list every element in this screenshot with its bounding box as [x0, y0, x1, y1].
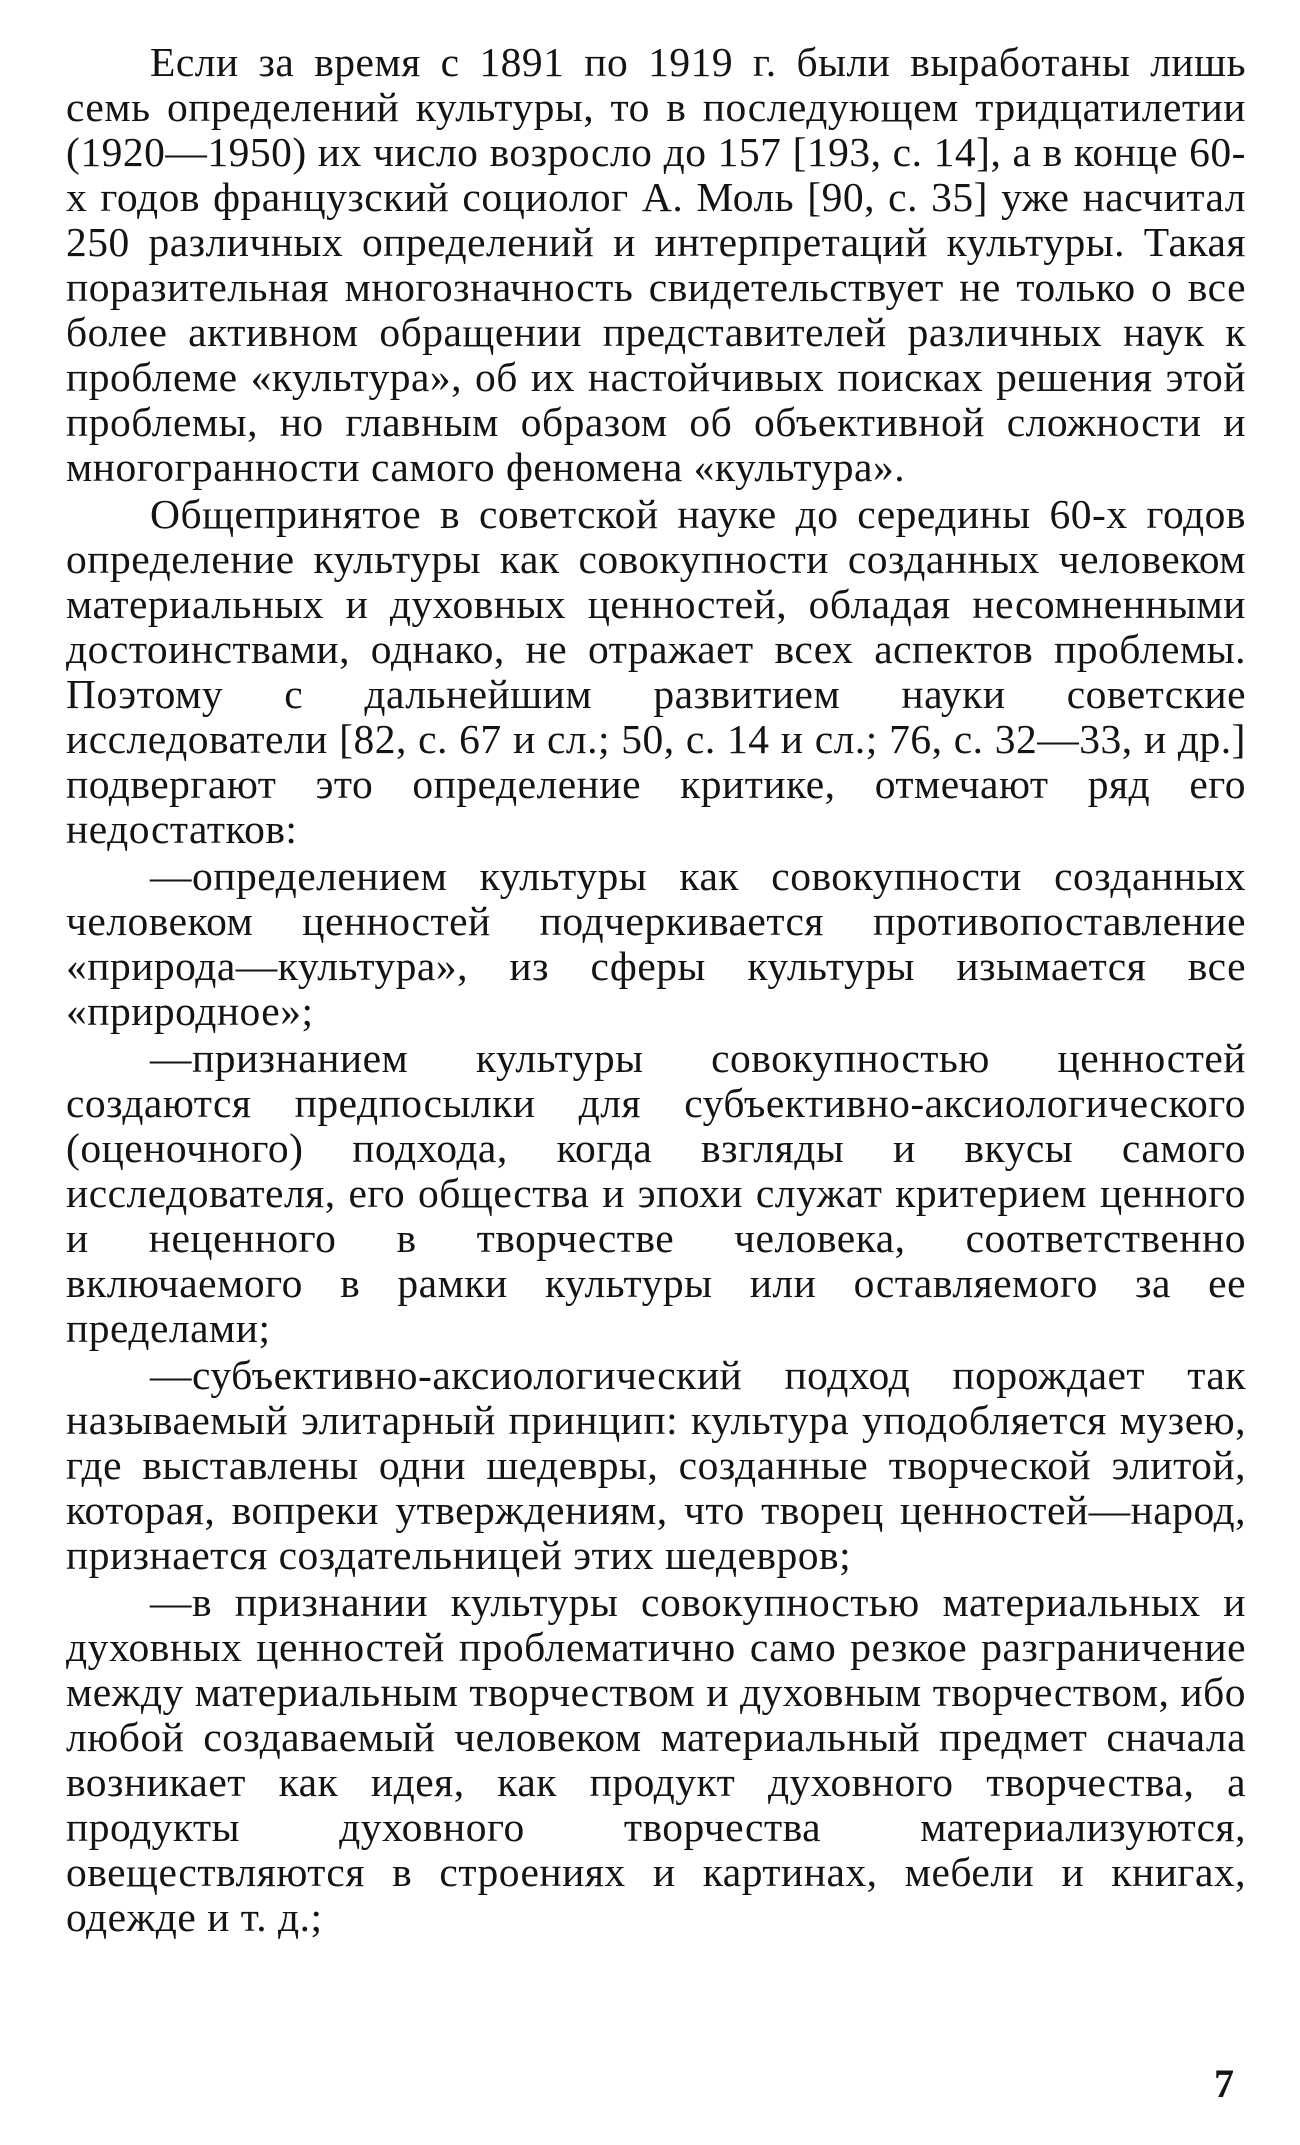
list-item-elitist-principle: —субъективно-аксиологический подход порождает так называемый элитарный принцип: культура уподобляется музею, где выставлены одни шедевры, созданные творческой элитой, которая, вопреки утверждениям, что творец ценностей—народ, признается создательницей этих шедевров;: [66, 1352, 1246, 1578]
list-item-nature-culture: —определением культуры как совокупности созданных человеком ценностей подчеркивается противопоставление «природа—культура», из сферы культуры изымается все «природное»;: [66, 853, 1246, 1034]
list-item-material-spiritual: —в признании культуры совокупностью материальных и духовных ценностей проблематично само резкое разграничение между материальным творчеством и духовным творчеством, ибо любой создаваемый человеком материальный предмет сначала возникает как идея, как продукт духовного творчества, а продукты духовного творчества материализуются, овеществляются в строениях и картинах, мебели и книгах, одежде и т. д.;: [66, 1579, 1246, 1940]
book-page: [66, 40, 1246, 2110]
paragraph-soviet-definition: Общепринятое в советской науке до середины 60-х годов определение культуры как совокупности созданных человеком материальных и духовных ценностей, обладая несомненными достоинствами, однако, не отражает всех аспектов проблемы. Поэтому с дальнейшим развитием науки советские исследователи [82, с. 67 и сл.; 50, с. 14 и сл.; 76, с. 32—33, и др.] подвергают это определение критике, отмечают ряд его недостатков:: [66, 491, 1246, 852]
list-item-axiological-approach: —признанием культуры совокупностью ценностей создаются предпосылки для субъективно-аксиологического (оценочного) подхода, когда взгляды и вкусы самого исследователя, его общества и эпохи служат критерием ценного и неценного в творчестве человека, соответственно включаемого в рамки культуры или оставляемого за ее пределами;: [66, 1035, 1246, 1351]
paragraph-definitions-count: Если за время с 1891 по 1919 г. были выработаны лишь семь определений культуры, то в последующем тридцатилетии (1920—1950) их число возросло до 157 [193, с. 14], а в конце 60-х годов французский социолог А. Моль [90, с. 35] уже насчитал 250 различных определений и интерпретаций культуры. Такая поразительная многозначность свидетельствует не только о все более активном обращении представителей различных наук к проблеме «культура», об их настойчивых поисках решения этой проблемы, но главным образом об объективной сложности и многогранности самого феномена «культура».: [66, 39, 1246, 490]
page-number: 7: [1214, 2061, 1234, 2106]
